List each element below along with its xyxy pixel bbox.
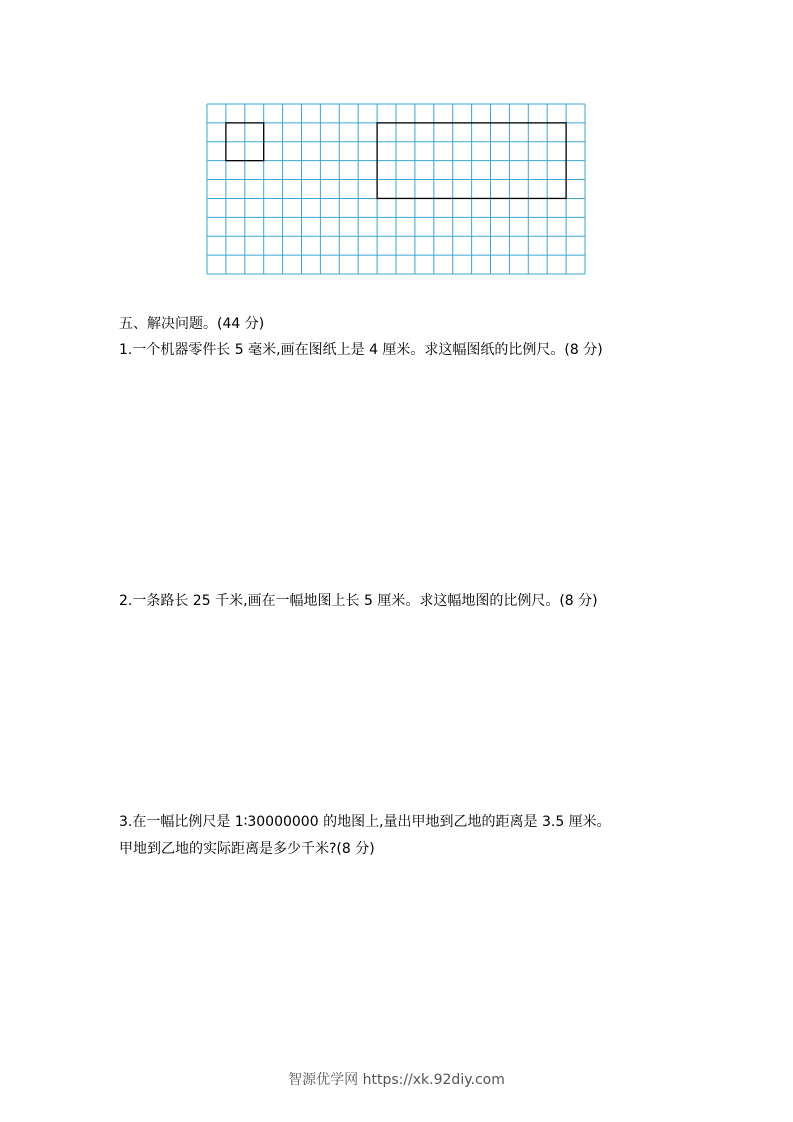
grid-svg (206, 103, 586, 275)
square-grid-figure (206, 103, 586, 275)
question-1 (119, 337, 603, 364)
question-1-line-1: 1.一个机器零件长 5 毫米,画在图纸上是 4 厘米。求这幅图纸的比例尺。(8 分) (119, 342, 603, 358)
question-3-line-2: 甲地到乙地的实际距离是多少千米?(8 分) (119, 841, 375, 857)
question-2 (119, 588, 598, 615)
footer-watermark: 智源优学网 https://xk.92diy.com (288, 1072, 505, 1088)
question-2-line-1: 2.一条路长 25 千米,画在一幅地图上长 5 厘米。求这幅地图的比例尺。(8 分) (119, 593, 598, 609)
question-3-line-1: 3.在一幅比例尺是 1∶30000000 的地图上,量出甲地到乙地的距离是 3.5 厘米。 (119, 814, 611, 830)
question-3 (119, 809, 611, 863)
section-heading: 五、解决问题。(44 分) (119, 316, 265, 332)
